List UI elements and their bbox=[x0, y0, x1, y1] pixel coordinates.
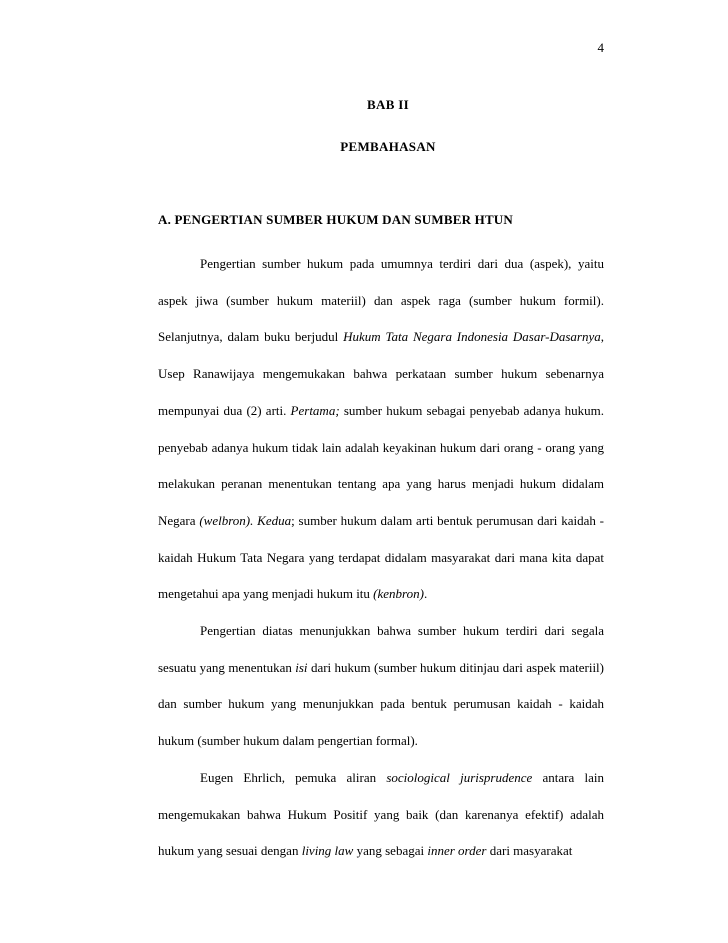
text-run: Pengertian sumber hukum pada umumnya terdiri dari dua (aspek), yaitu aspek jiwa (sumber hukum materiil) dan aspek raga (sumber hukum formil). Selanjutnya, dalam buku berjudul bbox=[158, 256, 604, 345]
emphasis-kenbron: (kenbron) bbox=[373, 586, 424, 602]
text-run: sumber hukum sebagai penyebab adanya hukum. penyebab adanya hukum tidak lain adalah keyakinan hukum dari orang - orang yang melakukan peranan menentukan tentang apa yang harus menjadi hukum didalam Negara bbox=[158, 402, 604, 528]
paragraph-1 bbox=[158, 246, 604, 613]
emphasis-sociological-jurisprudence: sociological jurisprudence bbox=[386, 769, 533, 785]
text-run: ; sumber hukum dalam arti bentuk perumusan dari kaidah - kaidah Hukum Tata Negara yang terdapat didalam masyarakat dari mana kita dapat mengetahui apa yang menjadi hukum itu bbox=[158, 512, 604, 602]
text-run: Eugen Ehrlich, pemuka aliran bbox=[200, 769, 387, 785]
section-heading: A. PENGERTIAN SUMBER HUKUM DAN SUMBER HTUN bbox=[158, 212, 513, 227]
emphasis-isi: isi bbox=[295, 659, 308, 675]
text-run: . bbox=[423, 586, 428, 602]
text-run: yang sebagai bbox=[353, 843, 428, 859]
text-run: antara lain mengemukakan bahwa Hukum Positif yang baik (dan karenanya efektif) adalah hukum yang sesuai dengan bbox=[158, 769, 604, 859]
book-title: Hukum Tata Negara Indonesia Dasar-Dasarnya bbox=[343, 329, 601, 345]
chapter-title: PEMBAHASAN bbox=[340, 139, 436, 154]
text-run: dari hukum (sumber hukum ditinjau dari aspek materiil) dan sumber hukum yang menunjukkan pada bentuk perumusan kaidah - kaidah hukum (sumber hukum dalam pengertian formal). bbox=[158, 659, 604, 749]
emphasis-inner-order: inner order bbox=[427, 843, 487, 859]
text-run: Pengertian diatas menunjukkan bahwa sumber hukum terdiri dari segala sesuatu yang menentukan bbox=[158, 623, 604, 675]
paragraph-3 bbox=[158, 760, 604, 870]
emphasis-welbron-kedua: (welbron). Kedua bbox=[199, 512, 292, 528]
page-number: 4 bbox=[597, 40, 604, 55]
emphasis-pertama: Pertama; bbox=[290, 402, 340, 418]
chapter-number: BAB II bbox=[367, 97, 409, 112]
body-text bbox=[158, 246, 604, 870]
text-run: , Usep Ranawijaya mengemukakan bahwa perkataan sumber hukum sebenarnya mempunyai dua (2) arti. bbox=[158, 329, 604, 418]
emphasis-living-law: living law bbox=[301, 843, 354, 859]
paragraph-2 bbox=[158, 613, 604, 760]
text-run: dari masyarakat bbox=[486, 843, 573, 859]
